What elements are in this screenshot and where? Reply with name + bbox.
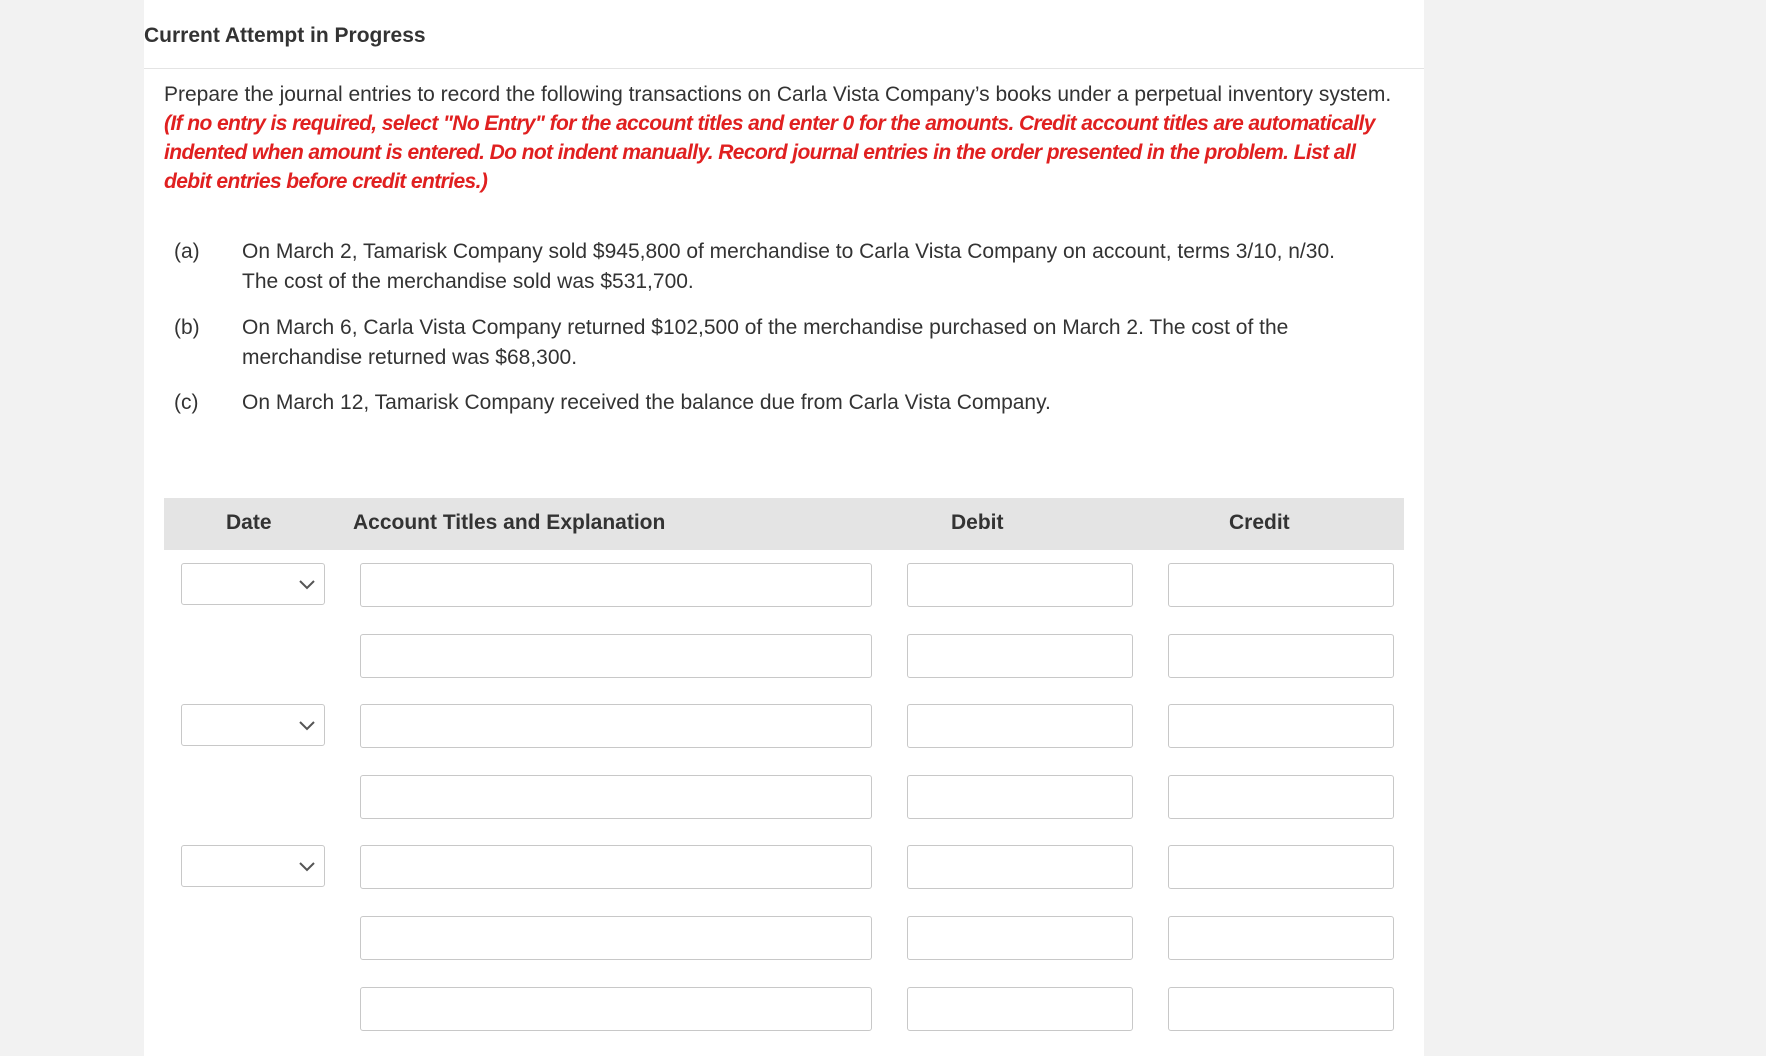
debit-input[interactable] <box>907 845 1133 889</box>
chevron-down-icon <box>296 573 318 595</box>
transaction-text: On March 6, Carla Vista Company returned $102,500 of the merchandise purchased on March 2. The cost of the merchandise returned was $68,300. <box>242 316 1289 369</box>
account-title-input[interactable] <box>360 563 872 607</box>
journal-row <box>164 704 1404 748</box>
account-title-input[interactable] <box>360 634 872 678</box>
journal-row <box>164 987 1404 1031</box>
debit-input[interactable] <box>907 563 1133 607</box>
date-select[interactable] <box>181 845 325 887</box>
journal-table-header <box>164 498 1404 550</box>
journal-row <box>164 775 1404 819</box>
credit-input[interactable] <box>1168 845 1394 889</box>
transaction-label: (a) <box>174 240 200 263</box>
credit-input[interactable] <box>1168 916 1394 960</box>
credit-input[interactable] <box>1168 704 1394 748</box>
instructions <box>164 80 1404 196</box>
account-title-input[interactable] <box>360 987 872 1031</box>
header-credit: Credit <box>1229 511 1290 534</box>
attempt-title: Current Attempt in Progress <box>144 24 426 47</box>
transaction-label: (c) <box>174 391 199 414</box>
credit-input[interactable] <box>1168 563 1394 607</box>
journal-row <box>164 845 1404 889</box>
credit-input[interactable] <box>1168 634 1394 678</box>
account-title-input[interactable] <box>360 704 872 748</box>
instructions-main: Prepare the journal entries to record the following transactions on Carla Vista Company’s books under a perpetual inventory system. <box>164 83 1392 106</box>
transaction-text: On March 12, Tamarisk Company received the balance due from Carla Vista Company. <box>242 391 1051 414</box>
title-divider <box>144 68 1424 69</box>
debit-input[interactable] <box>907 987 1133 1031</box>
journal-row <box>164 563 1404 607</box>
instructions-note: (If no entry is required, select "No Entry" for the account titles and enter 0 for the amounts. Credit account titles are automatically indented when amount is entered. Do not indent manually. Record journal entries in the order presented in the problem. List all debit entries before credit entries.) <box>164 112 1375 193</box>
credit-input[interactable] <box>1168 987 1394 1031</box>
account-title-input[interactable] <box>360 775 872 819</box>
date-select[interactable] <box>181 563 325 605</box>
header-date: Date <box>226 511 272 534</box>
date-select[interactable] <box>181 704 325 746</box>
header-account-titles: Account Titles and Explanation <box>353 511 666 534</box>
account-title-input[interactable] <box>360 916 872 960</box>
account-title-input[interactable] <box>360 845 872 889</box>
debit-input[interactable] <box>907 704 1133 748</box>
debit-input[interactable] <box>907 634 1133 678</box>
debit-input[interactable] <box>907 916 1133 960</box>
journal-row <box>164 634 1404 678</box>
journal-row <box>164 916 1404 960</box>
chevron-down-icon <box>296 855 318 877</box>
credit-input[interactable] <box>1168 775 1394 819</box>
transaction-text: On March 2, Tamarisk Company sold $945,800 of merchandise to Carla Vista Company on account, terms 3/10, n/30. The cost of the merchandise sold was $531,700. <box>242 240 1335 293</box>
debit-input[interactable] <box>907 775 1133 819</box>
transaction-label: (b) <box>174 316 200 339</box>
question-panel <box>144 0 1424 1056</box>
chevron-down-icon <box>296 714 318 736</box>
header-debit: Debit <box>951 511 1004 534</box>
